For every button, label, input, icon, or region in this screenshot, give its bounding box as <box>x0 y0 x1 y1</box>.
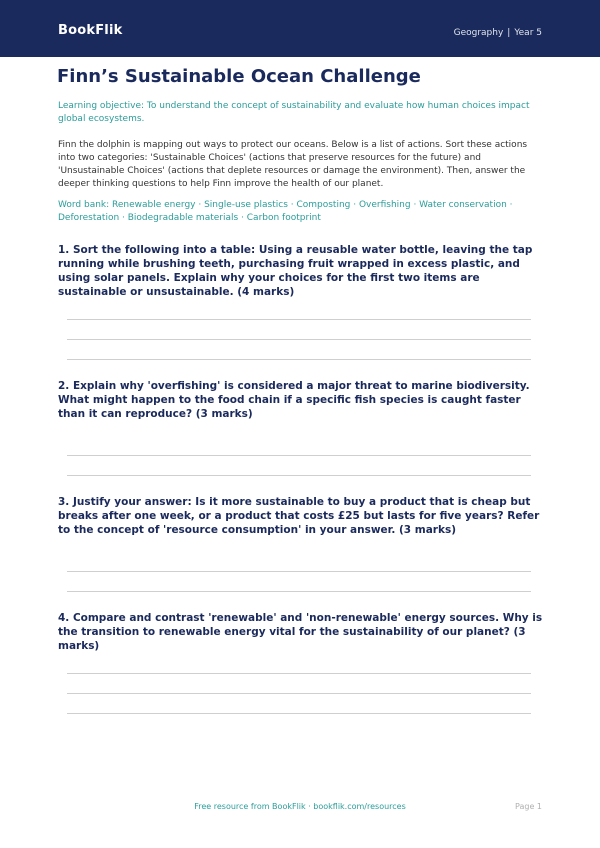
year-label: Year 5 <box>514 28 542 38</box>
answer-line[interactable] <box>67 571 531 572</box>
answer-line[interactable] <box>67 359 531 360</box>
question-3: 3. Justify your answer: Is it more sustainable to buy a product that is cheap but breaks after one week, or a product that costs £25 but lasts for five years? Refer to the concept of 'resource consumption' in your answer. (3 marks) <box>58 496 540 536</box>
intro-paragraph: Finn the dolphin is mapping out ways to protect our oceans. Below is a list of actions. Sort these actions into two categories: 'Sustainable Choices' (actions that preserve resources for the future) and 'Unsustainable Choices' (actions that deplete resources or damage the environment). Then, answer the deeper thinking questions to help Finn improve the health of our planet. <box>58 140 528 189</box>
answer-line[interactable] <box>67 339 531 340</box>
answer-line[interactable] <box>67 591 531 592</box>
meta-separator: | <box>507 28 511 38</box>
answer-line[interactable] <box>67 673 531 674</box>
answer-line[interactable] <box>67 455 531 456</box>
worksheet-title: Finn’s Sustainable Ocean Challenge <box>57 66 421 87</box>
answer-line[interactable] <box>67 475 531 476</box>
question-2: 2. Explain why 'overfishing' is considered a major threat to marine biodiversity. What might happen to the food chain if a specific fish species is caught faster than it can reproduce? (3 marks) <box>58 380 530 420</box>
page-header <box>0 0 600 57</box>
answer-line[interactable] <box>67 693 531 694</box>
brand-logo-text: BookFlik <box>58 23 123 38</box>
page-number: Page 1 <box>515 802 542 811</box>
question-1: 1. Sort the following into a table: Using a reusable water bottle, leaving the tap running while brushing teeth, purchasing fruit wrapped in excess plastic, and using solar panels. Explain why your choices for the first two items are sustainable or unsustainable. (4 marks) <box>58 244 533 298</box>
question-4: 4. Compare and contrast 'renewable' and 'non-renewable' energy sources. Why is the transition to renewable energy vital for the sustainability of our planet? (3 marks) <box>58 612 543 652</box>
word-bank: Word bank: Renewable energy · Single-use plastics · Composting · Overfishing · Water conservation · Deforestation · Biodegradable materials · Carbon footprint <box>58 200 513 223</box>
subject-label: Geography <box>453 28 504 38</box>
subject-year-meta <box>454 28 542 38</box>
learning-objective: Learning objective: To understand the concept of sustainability and evaluate how human choices impact global ecosystems. <box>58 101 530 124</box>
answer-line[interactable] <box>67 713 531 714</box>
answer-line[interactable] <box>67 319 531 320</box>
footer-credit-link[interactable]: Free resource from BookFlik · bookflik.com/resources <box>194 802 406 811</box>
